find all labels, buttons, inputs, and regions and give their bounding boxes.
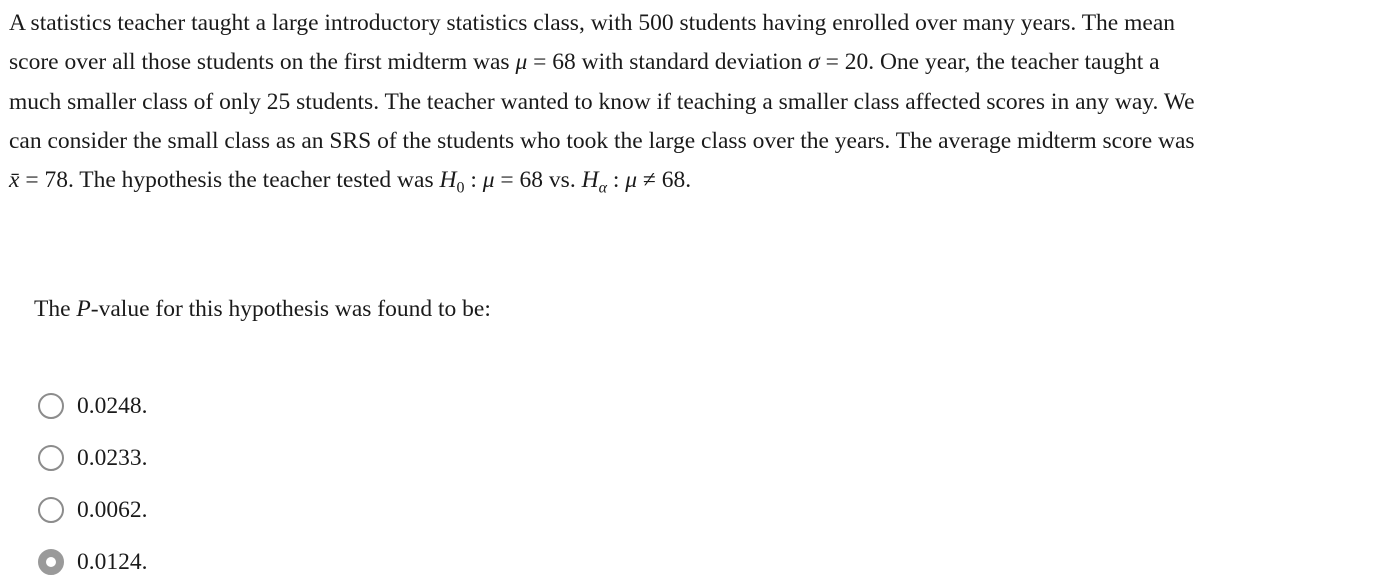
mu-symbol: μ (515, 49, 528, 76)
p-symbol: P (76, 296, 91, 322)
answer-option-label[interactable]: 0.0248. (77, 393, 148, 419)
ha-symbol: $H_\alpha$ (581, 167, 607, 197)
answer-option-label[interactable]: 0.0124. (77, 549, 148, 575)
answer-option-label[interactable]: 0.0062. (77, 497, 148, 523)
radio-button[interactable] (38, 549, 64, 575)
answer-option-3[interactable] (38, 484, 148, 536)
answer-option-label[interactable]: 0.0233. (77, 445, 148, 471)
question-line-4: can consider the small class as an SRS of the students who took the large class over the years. The average midterm score was (9, 127, 1195, 154)
radio-button[interactable] (38, 393, 64, 419)
answer-options (38, 380, 148, 588)
answer-option-2[interactable] (38, 432, 148, 484)
answer-prompt: The P-value for this hypothesis was found to be: (34, 296, 491, 322)
radio-button[interactable] (38, 497, 64, 523)
question-line-3: much smaller class of only 25 students. The teacher wanted to know if teaching a smaller class affected scores in any way. We (9, 88, 1195, 115)
question-line-5: x̄ = 78. The hypothesis the teacher tested was $H_0$ : μ = 68 vs. $H_\alpha$ : μ ≠ 68. (9, 167, 692, 197)
question-line-1: A statistics teacher taught a large introductory statistics class, with 500 students having enrolled over many years. The mean (9, 10, 1176, 36)
sigma-symbol: σ (808, 49, 820, 76)
question-text (9, 4, 1375, 208)
radio-button[interactable] (38, 445, 64, 471)
answer-option-4[interactable] (38, 536, 148, 588)
h0-symbol: $H_0$ (439, 167, 465, 197)
xbar-symbol: x̄ (9, 167, 20, 194)
question-line-2: score over all those students on the first midterm was μ = 68 with standard deviation σ = 20. One year, the teacher taught a (9, 49, 1160, 76)
answer-option-1[interactable] (38, 380, 148, 432)
